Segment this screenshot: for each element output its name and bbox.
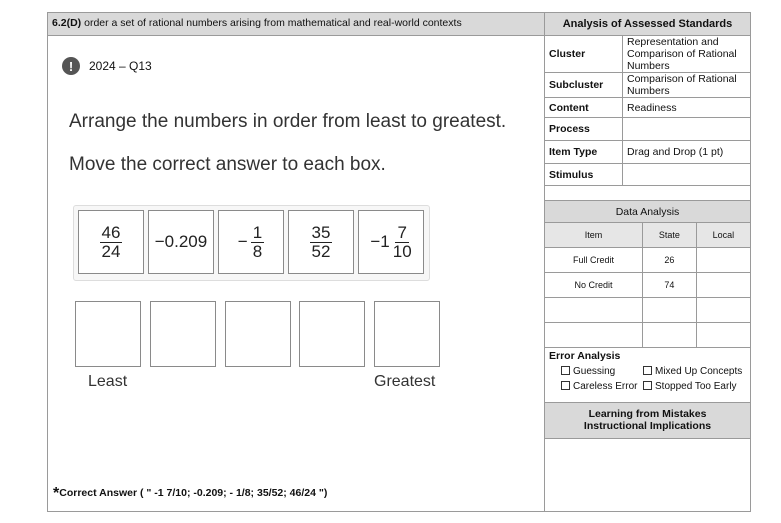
denominator: 52: [311, 241, 331, 261]
standard-text: order a set of rational numbers arising from mathematical and real-world contexts: [81, 17, 462, 29]
standard-code: 6.2(D): [52, 17, 82, 29]
empty-cell: [642, 298, 696, 323]
drop-box-2[interactable]: [150, 301, 216, 367]
fraction: [393, 224, 412, 261]
checkbox-icon: [643, 366, 652, 375]
no-credit-local[interactable]: [696, 273, 750, 298]
item-type-key: Item Type: [545, 141, 623, 164]
cluster-value: Representation and Comparison of Rational Numbers: [623, 36, 751, 73]
fraction: [100, 224, 123, 261]
process-key: Process: [545, 118, 623, 141]
data-row-no-credit: [545, 273, 750, 298]
tile-neg-1-7-10[interactable]: [358, 210, 424, 274]
checkbox-icon: [561, 366, 570, 375]
stimulus-key: Stimulus: [545, 164, 623, 186]
checkbox-icon: [643, 381, 652, 390]
correct-answer-text: Correct Answer ( " -1 7/10; -0.209; - 1/8; 35/52; 46/24 "): [59, 487, 328, 499]
least-label: Least: [88, 373, 128, 390]
numerator: 35: [311, 222, 331, 242]
error-row-2: [549, 381, 746, 392]
row-stimulus: [545, 164, 750, 186]
sign: −: [237, 232, 248, 251]
question-label: [62, 57, 152, 75]
data-row-empty: [545, 323, 750, 348]
header-state: State: [642, 223, 696, 248]
tile-neg-1-8[interactable]: [218, 210, 284, 274]
option-label: Guessing: [573, 366, 616, 377]
data-header-row: [545, 223, 750, 248]
option-label: Mixed Up Concepts: [655, 366, 743, 377]
data-row-empty: [545, 298, 750, 323]
option-careless[interactable]: [561, 381, 643, 392]
subcluster-key: Subcluster: [545, 73, 623, 98]
numerator: 7: [397, 222, 407, 242]
standards-table: [545, 36, 750, 186]
content-key: Content: [545, 98, 623, 118]
no-credit-state: 74: [642, 273, 696, 298]
stimulus-value: [623, 164, 751, 186]
tile-46-24[interactable]: [78, 210, 144, 274]
denominator: 24: [101, 241, 121, 261]
subcluster-value: Comparison of Rational Numbers: [623, 73, 751, 98]
empty-cell: [696, 323, 750, 348]
error-row-1: [549, 366, 746, 377]
option-stopped[interactable]: [643, 381, 737, 392]
content-value: Readiness: [623, 98, 751, 118]
process-value: [623, 118, 751, 141]
empty-cell: [545, 298, 642, 323]
error-analysis: [545, 348, 750, 403]
drop-box-1[interactable]: [75, 301, 141, 367]
fraction: [251, 224, 264, 261]
numerator: 1: [252, 222, 263, 242]
empty-cell: [545, 323, 642, 348]
empty-cell: [642, 323, 696, 348]
row-item-type: [545, 141, 750, 164]
worksheet-frame: [47, 12, 751, 512]
row-cluster: [545, 36, 750, 73]
correct-answer: [53, 485, 327, 503]
data-analysis-title: Data Analysis: [545, 201, 750, 223]
option-label: Careless Error: [573, 381, 638, 392]
whole-part: −1: [370, 232, 390, 251]
option-mixed-up[interactable]: [643, 366, 742, 377]
learning-header: [545, 403, 750, 439]
drop-box-5[interactable]: [374, 301, 440, 367]
tile-35-52[interactable]: [288, 210, 354, 274]
option-label: Stopped Too Early: [655, 381, 737, 392]
analysis-title: Analysis of Assessed Standards: [545, 13, 750, 36]
drop-box-4[interactable]: [299, 301, 365, 367]
standard-header: [48, 13, 544, 36]
row-content: [545, 98, 750, 118]
empty-cell: [696, 298, 750, 323]
fraction: [310, 224, 333, 261]
header-item: Item: [545, 223, 642, 248]
full-credit-label: Full Credit: [545, 248, 642, 273]
question-number: 2024 – Q13: [89, 59, 152, 73]
no-credit-label: No Credit: [545, 273, 642, 298]
learning-line1: Learning from Mistakes: [588, 408, 707, 420]
denominator: 10: [392, 241, 412, 261]
asterisk: *: [53, 485, 60, 502]
row-process: [545, 118, 750, 141]
data-row-full-credit: [545, 248, 750, 273]
tile-neg-0-209[interactable]: [148, 210, 214, 274]
cluster-key: Cluster: [545, 36, 623, 73]
denominator: 8: [252, 241, 263, 261]
alert-icon: !: [62, 57, 80, 75]
decimal-value: −0.209: [154, 232, 208, 251]
spacer: [545, 186, 750, 201]
learning-line2: Instructional Implications: [583, 420, 712, 432]
row-subcluster: [545, 73, 750, 98]
item-type-value: Drag and Drop (1 pt): [623, 141, 751, 164]
drop-box-3[interactable]: [225, 301, 291, 367]
error-analysis-title: Error Analysis: [549, 350, 621, 362]
answer-tile-bank: [73, 205, 430, 281]
numerator: 46: [101, 222, 121, 242]
full-credit-local[interactable]: [696, 248, 750, 273]
full-credit-state: 26: [642, 248, 696, 273]
prompt-instruction: Arrange the numbers in order from least to greatest.: [69, 111, 507, 132]
checkbox-icon: [561, 381, 570, 390]
question-panel: [48, 13, 545, 511]
analysis-panel: [545, 13, 750, 511]
data-analysis-table: [545, 223, 750, 348]
header-local: Local: [696, 223, 750, 248]
prompt-move: Move the correct answer to each box.: [69, 154, 386, 175]
greatest-label: Greatest: [374, 373, 436, 390]
option-guessing[interactable]: [561, 366, 643, 377]
